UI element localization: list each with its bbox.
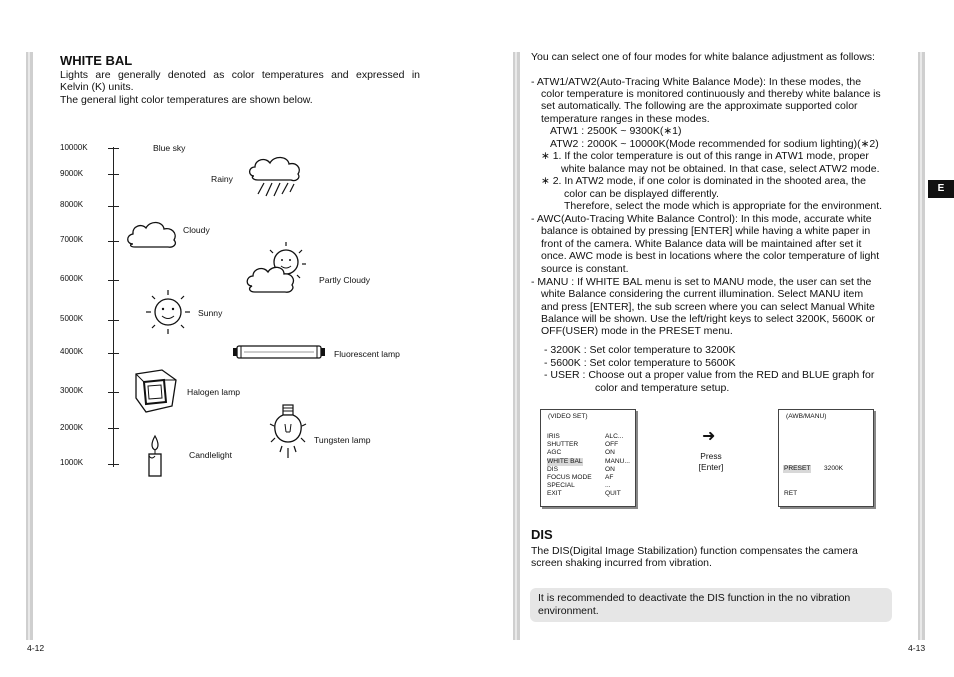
page-number-right: 4-13 (908, 643, 926, 653)
menu-row (547, 441, 631, 449)
atw1-range: ATW1 : 2500K ~ 9300K(∗1) (550, 125, 682, 137)
menu-row (547, 433, 631, 441)
right-margin-bar (918, 52, 925, 640)
note-line-2: environment. (538, 605, 599, 617)
partly-cloudy-label: Partly Cloudy (319, 275, 371, 285)
temp-label: 8000K (60, 200, 84, 209)
footnote-1-cont: white balance may not be obtained. In that case, select ATW2 mode. (561, 163, 880, 175)
rainy-label: Rainy (211, 174, 233, 184)
menu-value: ... (605, 482, 611, 490)
rain-cloud-icon (246, 154, 308, 202)
temp-label: 5000K (60, 314, 84, 323)
menu-key: WHITE BAL (547, 457, 583, 465)
tick (108, 206, 119, 207)
dis-note-box (530, 588, 892, 622)
atw-line: set automatically. The following are the approximate supported color (541, 100, 858, 112)
menu-key: SPECIAL (547, 482, 575, 490)
tick (108, 241, 119, 242)
enter-label: [Enter] (698, 462, 724, 472)
intro-line-2: Kelvin (K) units. (60, 81, 134, 93)
awc-line: balance is obtained by pressing [ENTER] while having a white paper in (541, 225, 871, 237)
note-line-1: It is recommended to deactivate the DIS function in the no vibration (538, 592, 851, 604)
manu-line: - MANU : If WHITE BAL menu is set to MANU mode, the user can set the (531, 276, 872, 288)
halogen-label: Halogen lamp (187, 387, 241, 397)
menu-row (547, 474, 631, 482)
video-set-menu-screen (540, 409, 636, 507)
tick (108, 148, 119, 149)
dis-description-1: The DIS(Digital Image Stabilization) function compensates the camera (531, 545, 858, 557)
press-label: Press (700, 451, 722, 461)
atw2-range: ATW2 : 2000K ~ 10000K(Mode recommended for sodium lighting)(∗2) (550, 138, 879, 150)
intro-line-1: Lights are generally denoted as color temperatures and expressed in (60, 69, 420, 81)
awc-line: source is constant. (541, 263, 629, 275)
wb-modes-intro: You can select one of four modes for white balance adjustment as follows: (531, 51, 875, 63)
footnote-2-cont: Therefore, select the mode which is appropriate for the environment. (564, 200, 883, 212)
intro-line-3: The general light color temperatures are shown below. (60, 94, 313, 106)
screen-title: (VIDEO SET) (548, 413, 588, 420)
candle-icon (144, 434, 166, 480)
menu-row (547, 490, 631, 498)
fluorescent-lamp-icon (232, 343, 328, 361)
temp-label: 2000K (60, 423, 84, 432)
menu-list (547, 433, 631, 499)
manu-line: white Balance considering the current illumination. Select MANU item (541, 288, 864, 300)
cloudy-label: Cloudy (183, 225, 210, 235)
tick (108, 428, 119, 429)
temp-label: 9000K (60, 169, 84, 178)
option-user-cont: color and temperature setup. (595, 382, 730, 394)
option-3200k: - 3200K : Set color temperature to 3200K (544, 344, 736, 356)
dis-description-2: screen shaking incurred from vibration. (531, 557, 712, 569)
dis-heading: DIS (531, 527, 553, 542)
atw-line: color temperature is monitored continuously and thereby white balance is (541, 88, 881, 100)
menu-row (547, 449, 631, 457)
footnote-2: ∗ 2. In ATW2 mode, if one color is dominated in the shooted area, the (541, 175, 866, 187)
atw-line: - ATW1/ATW2(Auto-Tracing White Balance Mode): In these modes, the (531, 76, 862, 88)
page-number-left: 4-12 (27, 643, 45, 653)
option-user: - USER : Choose out a proper value from the RED and BLUE graph for (544, 369, 875, 381)
sunny-label: Sunny (198, 308, 223, 318)
option-5600k: - 5600K : Set color temperature to 5600K (544, 357, 736, 369)
temperature-axis (113, 147, 114, 467)
tick (108, 280, 119, 281)
tick (108, 174, 119, 175)
candlelight-label: Candlelight (189, 450, 232, 460)
halogen-lamp-icon (132, 368, 180, 416)
tick (108, 353, 119, 354)
atw-line: temperature ranges in these modes. (541, 113, 710, 125)
tick (108, 392, 119, 393)
tungsten-label: Tungsten lamp (314, 435, 371, 445)
menu-key: IRIS (547, 433, 560, 440)
menu-key: DIS (547, 465, 558, 473)
menu-value: ON (605, 449, 615, 457)
menu-value: MANU... (605, 457, 630, 465)
section-tab-e: E (928, 180, 954, 198)
manu-line: and press [ENTER], the sub screen where you can select Manual White (541, 301, 875, 313)
menu-key: AGC (547, 449, 562, 457)
tungsten-lamp-icon (266, 400, 310, 462)
tick (108, 320, 119, 321)
menu-value: OFF (605, 441, 619, 449)
menu-value: ON (605, 465, 615, 473)
awc-line: front of the camera. White Balance data will be maintained after set it (541, 238, 862, 250)
center-left-bar (513, 52, 520, 640)
temp-label: 1000K (60, 458, 84, 467)
sun-icon (140, 288, 194, 338)
partly-cloudy-icon (244, 238, 316, 304)
ret-label: RET (784, 490, 798, 497)
white-bal-heading: WHITE BAL (60, 53, 133, 68)
menu-key: FOCUS MODE (547, 474, 592, 482)
awc-line: once. AWC mode is best in locations where the color temperature of light (541, 250, 880, 262)
temp-label: 4000K (60, 347, 84, 356)
menu-row (547, 482, 631, 490)
preset-label: PRESET (784, 465, 811, 472)
menu-key: EXIT (547, 490, 562, 498)
menu-row (547, 466, 631, 474)
temp-label: 7000K (60, 235, 84, 244)
menu-value: AF (605, 474, 614, 482)
preset-value: 3200K (824, 465, 844, 472)
menu-value: ALC... (605, 433, 624, 440)
left-margin-bar (26, 52, 33, 640)
arrow-right-icon: ➜ (702, 426, 716, 445)
awc-line: - AWC(Auto-Tracing White Balance Control): In this mode, accurate white (531, 213, 872, 225)
manu-line: OFF(USER) mode in the PRESET menu. (541, 325, 733, 337)
footnote-2-cont: color can be displayed differently. (564, 188, 719, 200)
footnote-1: ∗ 1. If the color temperature is out of this range in ATW1 mode, proper (541, 150, 869, 162)
tick (108, 464, 119, 465)
awb-manu-screen (778, 409, 874, 507)
menu-key: SHUTTER (547, 441, 579, 449)
menu-row-highlighted (547, 458, 631, 466)
temp-label: 6000K (60, 274, 84, 283)
temp-label: 10000K (60, 143, 88, 152)
cloud-icon (125, 218, 181, 252)
menu-value: QUIT (605, 490, 621, 498)
temp-label: 3000K (60, 386, 84, 395)
screen-title: (AWB/MANU) (786, 413, 827, 420)
press-enter-caption (694, 451, 728, 473)
blue-sky-label: Blue sky (153, 143, 186, 153)
fluorescent-label: Fluorescent lamp (334, 349, 400, 359)
manu-line: Balance will be shown. Use the left/right keys to select 3200K, 5600K or (541, 313, 875, 325)
